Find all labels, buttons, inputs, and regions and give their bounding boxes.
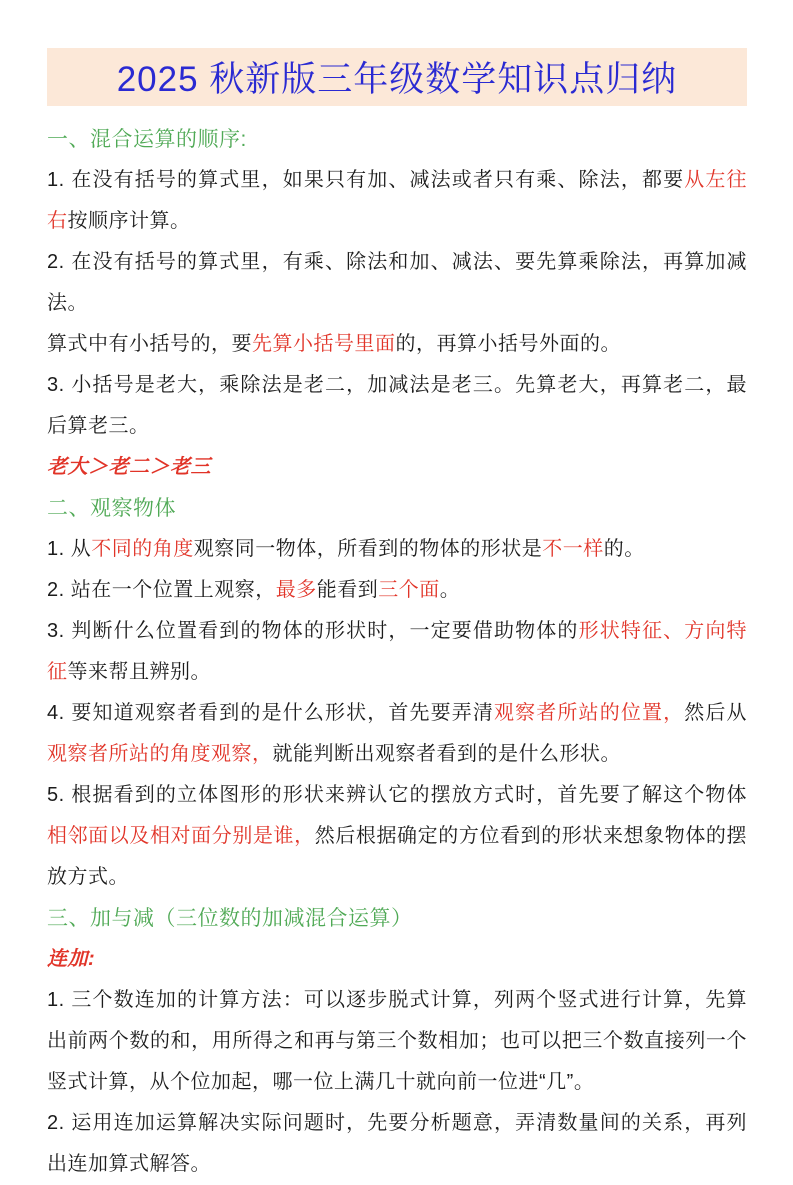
- text-segment: 老大＞老二＞老三: [47, 456, 211, 478]
- text-segment: 然后根据确定的方位看到的形状来想象物体的摆放方式。: [47, 825, 748, 888]
- section-heading: 三、加与减（三位数的加减混合运算）: [47, 907, 413, 930]
- text-segment: 观察同一物体，所看到的物体的形状是: [193, 538, 543, 560]
- text-segment: 连加:: [47, 948, 96, 970]
- highlight-text: 三个面: [378, 579, 440, 601]
- paragraph: [47, 570, 747, 611]
- text-segment: 然后从: [684, 702, 747, 724]
- paragraph: [47, 324, 747, 365]
- highlight-text: 从左往右: [47, 169, 747, 232]
- paragraph: [47, 160, 747, 242]
- text-segment: 的。: [603, 538, 645, 560]
- paragraph: [47, 693, 747, 775]
- text-segment: 等来帮且辨别。: [67, 661, 211, 683]
- highlight-text: 相邻面以及相对面分别是谁，: [47, 825, 315, 847]
- paragraph: [47, 242, 747, 324]
- paragraph: [47, 980, 747, 1103]
- highlight-text: 观察者所站的角度观察，: [47, 743, 273, 765]
- text-segment: 按顺序计算。: [67, 210, 191, 232]
- text-segment: 2. 运用连加运算解决实际问题时，先要分析题意，弄清数量间的关系，再列出连加算式解答。: [47, 1112, 747, 1175]
- text-segment: 1. 在没有括号的算式里，如果只有加、减法或者只有乘、除法，都要: [47, 169, 685, 191]
- text-segment: 1. 从: [47, 538, 92, 560]
- highlight-text: 不一样: [542, 538, 604, 560]
- page-title: 2025 秋新版三年级数学知识点归纳: [116, 60, 678, 99]
- paragraph: [47, 447, 747, 488]
- text-segment: 就能判断出观察者看到的是什么形状。: [272, 743, 621, 765]
- highlight-text: 先算小括号里面: [252, 333, 396, 355]
- title-banner: [47, 48, 747, 106]
- paragraph: [47, 529, 747, 570]
- text-segment: 算式中有小括号的，要: [47, 333, 252, 355]
- section-heading: 二、观察物体: [47, 497, 176, 520]
- highlight-text: 最多: [275, 579, 317, 601]
- text-segment: 4. 要知道观察者看到的是什么形状，首先要弄清: [47, 702, 495, 724]
- highlight-text: 观察者所站的位置，: [494, 702, 685, 724]
- text-segment: 5. 根据看到的立体图形的形状来辨认它的摆放方式时，首先要了解这个物体: [47, 784, 747, 806]
- section-heading: 一、混合运算的顺序:: [47, 128, 247, 151]
- paragraph: [47, 939, 747, 980]
- text-segment: 3. 小括号是老大，乘除法是老二，加减法是老三。先算老大，再算老二，最后算老三。: [47, 374, 747, 437]
- text-segment: 3. 判断什么位置看到的物体的形状时，一定要借助物体的: [47, 620, 579, 642]
- text-segment: 能看到: [316, 579, 379, 601]
- paragraph: [47, 1103, 747, 1185]
- text-segment: 。: [439, 579, 461, 601]
- highlight-text: 不同的角度: [91, 538, 194, 560]
- text-segment: 的，再算小括号外面的。: [395, 333, 621, 355]
- paragraph: [47, 611, 747, 693]
- paragraph: [47, 775, 747, 898]
- document-body: [47, 119, 747, 1185]
- text-segment: 2. 在没有括号的算式里，有乘、除法和加、减法、要先算乘除法，再算加减法。: [47, 251, 747, 314]
- text-segment: 1. 三个数连加的计算方法：可以逐步脱式计算，列两个竖式进行计算，先算出前两个数的和，用所得之和再与第三个数相加；也可以把三个数直接列一个竖式计算，从个位加起，哪一位上满几十就向前一位进“几”。: [47, 989, 747, 1093]
- paragraph: [47, 365, 747, 447]
- text-segment: 2. 站在一个位置上观察，: [47, 579, 276, 601]
- highlight-text: 形状特征、方向特征: [47, 620, 747, 683]
